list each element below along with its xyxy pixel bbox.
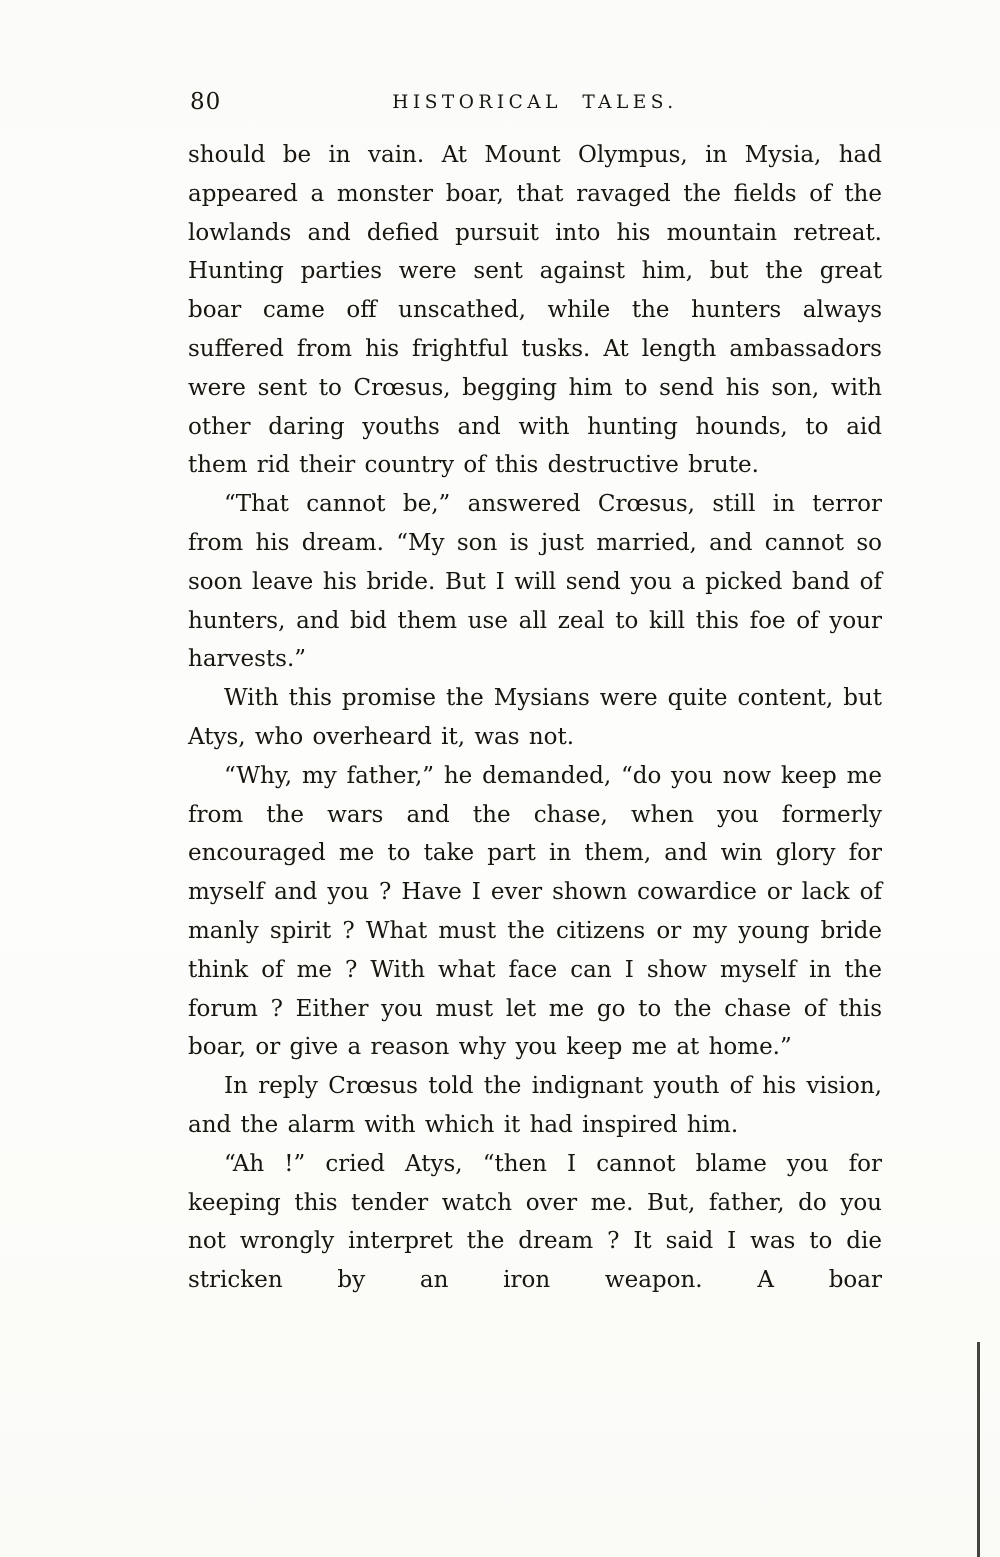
paragraph: “That cannot be,” answered Crœsus, still in terror from his dream. “My son is just married, and cannot so soon leave his bride. But I will send you a picked band of hunters, and bid them use all zeal to kill this foe of your harvests.” — [188, 491, 882, 673]
paragraph: should be in vain. At Mount Olympus, in Mysia, had appeared a monster boar, that ravaged the fields of the lowlands and defied pursuit into his mountain retreat. Hunting parties were sent against him, but the great boar came off unscathed, while the hunters always suffered from his frightful tusks. At length ambassadors were sent to Crœsus, begging him to send his son, with other daring youths and with hunting hounds, to aid them rid their country of this destructive brute. — [188, 142, 882, 479]
page-number: 80 — [190, 89, 222, 115]
paragraph: With this promise the Mysians were quite content, but Atys, who overheard it, was not. — [188, 685, 882, 750]
page-body — [188, 136, 882, 1300]
page-header — [188, 86, 882, 118]
paragraph: “Why, my father,” he demanded, “do you now keep me from the wars and the chase, when you formerly encouraged me to take part in them, and win glory for myself and you ? Have I ever shown cowardice or lack of manly spirit ? What must the citizens or my young bride think of me ? With what face can I show myself in the forum ? Either you must let me go to the chase of this boar, or give a reason why you keep me at home.” — [188, 762, 882, 1061]
scan-artifact-line — [977, 1342, 980, 1557]
running-head: HISTORICAL TALES. — [392, 92, 678, 113]
paragraph: “Ah !” cried Atys, “then I cannot blame you for keeping this tender watch over me. But, father, do you not wrongly interpret the dream ? It said I was to die stricken by an iron weapon. A boar — [188, 1150, 882, 1294]
paragraph: In reply Crœsus told the indignant youth of his vision, and the alarm with which it had inspired him. — [188, 1073, 882, 1138]
